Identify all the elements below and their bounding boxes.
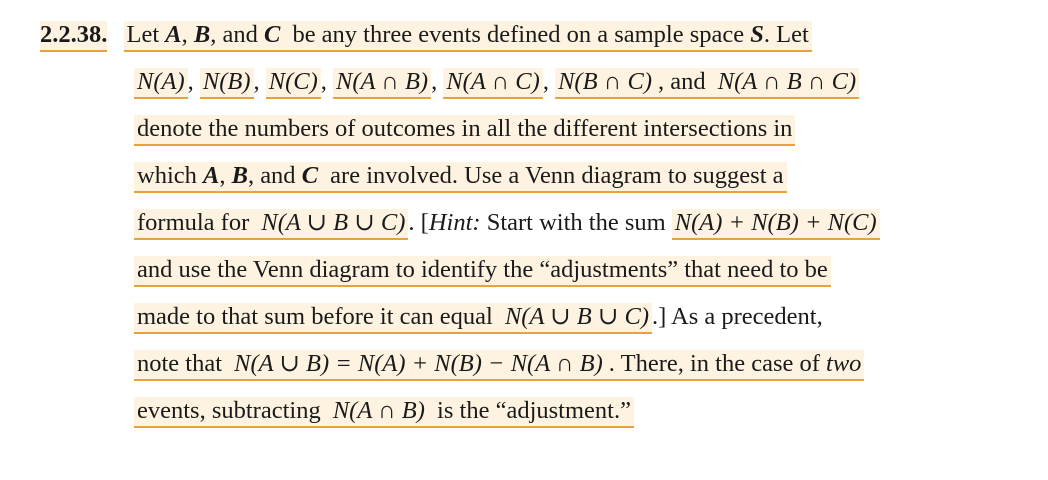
math-expression: N(A) + N(B) + N(C) bbox=[672, 209, 880, 240]
text-segment: events, subtracting bbox=[134, 397, 330, 428]
math-expression: N(A) bbox=[134, 68, 188, 99]
exercise-line: N(A) , N(B) , N(C) , N(A ∩ B) , N(A ∩ C) , N(B ∩ C) , and N(A ∩ B ∩ C) bbox=[134, 65, 859, 99]
math-expression: N(B ∩ C) bbox=[555, 68, 655, 99]
exercise-line bbox=[134, 112, 795, 146]
text-segment: made to that sum before it can equal bbox=[134, 303, 502, 334]
math-expression: N(A ∩ B) bbox=[333, 68, 431, 99]
text-segment: formula for bbox=[134, 209, 258, 240]
text-segment: are involved. Use a Venn diagram to suggest a bbox=[321, 162, 786, 193]
exercise-line bbox=[40, 18, 812, 52]
event-a: A bbox=[165, 21, 182, 48]
math-expression: N(A ∩ C) bbox=[443, 68, 542, 99]
exercise-line bbox=[134, 394, 634, 428]
exercise-line bbox=[134, 159, 787, 193]
exercise-line bbox=[134, 253, 831, 287]
text-segment: note that bbox=[134, 350, 231, 381]
text-segment: and use the Venn diagram to identify the “adjustments” that need to be bbox=[134, 256, 831, 287]
text-segment: be any three events defined on a sample space S. Let bbox=[283, 21, 812, 52]
math-expression: N(A ∩ B ∩ C) bbox=[715, 68, 859, 99]
text-segment: Let A, B, and C bbox=[124, 21, 284, 52]
math-expression: N(A ∪ B ∪ C) bbox=[258, 209, 408, 240]
exercise-line: formula for N(A ∪ B ∪ C) . [Hint: Start with the sum N(A) + N(B) + N(C) bbox=[134, 206, 880, 240]
text-segment: is the “adjustment.” bbox=[428, 397, 634, 428]
text-segment: . There, in the case of two bbox=[606, 350, 865, 381]
event-a: A bbox=[203, 162, 220, 189]
event-b: B bbox=[231, 162, 248, 189]
math-expression: N(A ∪ B) = N(A) + N(B) − N(A ∩ B) bbox=[231, 350, 606, 381]
event-c: C bbox=[263, 21, 281, 48]
text-segment: denote the numbers of outcomes in all the different intersections in bbox=[134, 115, 795, 146]
math-expression: N(A ∪ B ∪ C) bbox=[502, 303, 652, 334]
exercise-line: made to that sum before it can equal N(A ∪ B ∪ C) .] As a precedent, bbox=[134, 300, 823, 334]
text-segment: which A, B, and C bbox=[134, 162, 321, 193]
exercise-line bbox=[134, 347, 864, 381]
math-expression: N(A ∩ B) bbox=[330, 397, 428, 428]
event-b: B bbox=[193, 21, 211, 48]
hint-label: Hint: bbox=[428, 209, 481, 236]
sample-space-s: S bbox=[750, 21, 764, 48]
math-expression: N(B) bbox=[200, 68, 254, 99]
text-segment: , and bbox=[655, 68, 715, 99]
emphasis-two: two bbox=[826, 350, 862, 377]
math-expression: N(C) bbox=[266, 68, 321, 99]
exercise-number: 2.2.38. bbox=[40, 21, 107, 52]
event-c: C bbox=[301, 162, 319, 189]
